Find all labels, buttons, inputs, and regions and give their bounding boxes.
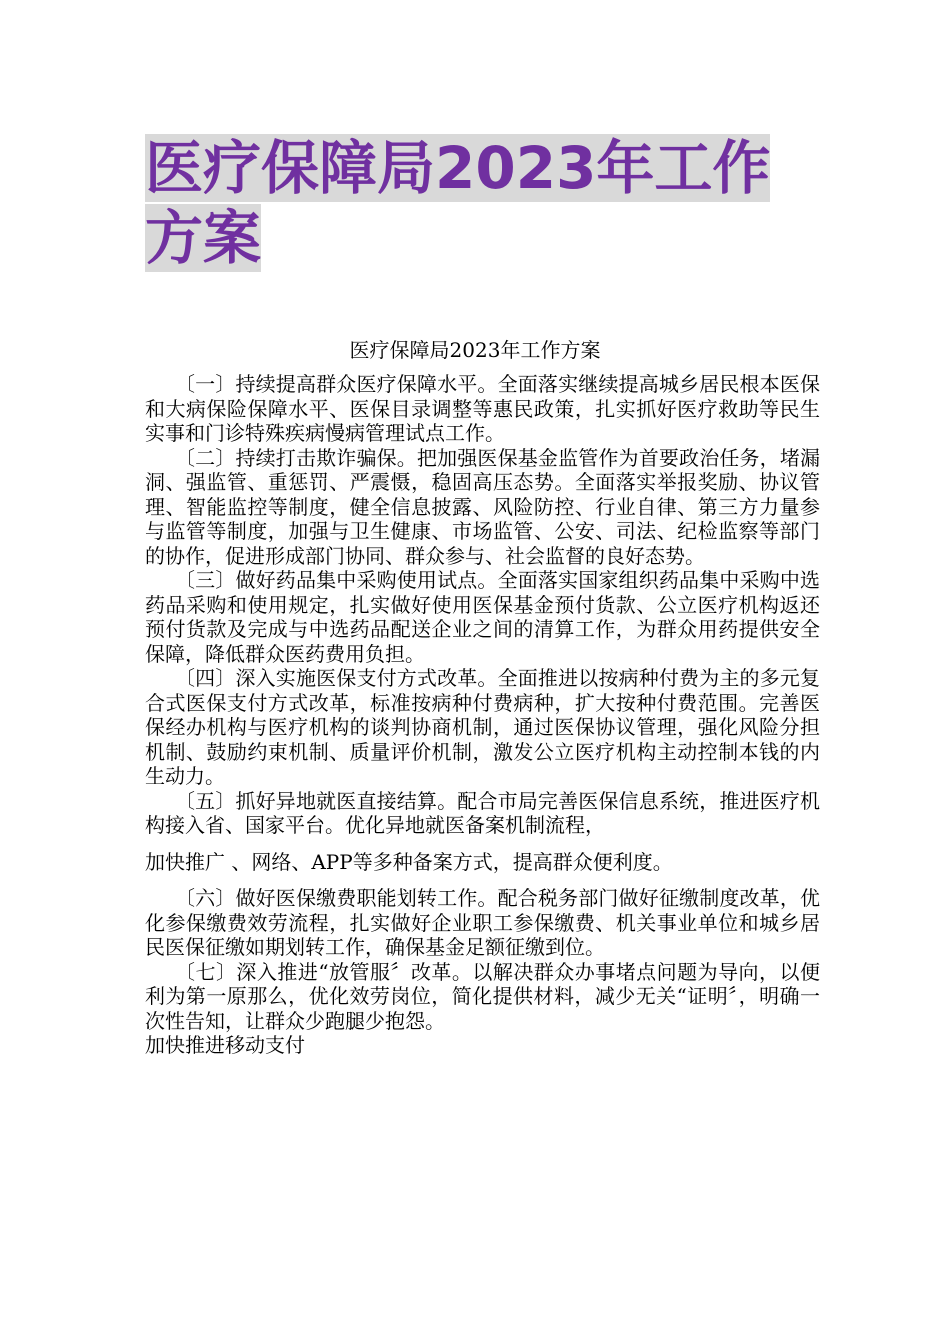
paragraph-1: 〔一〕持续提高群众医疗保障水平。全面落实继续提高城乡居民根本医保和大病保险保障水平、医保目录调整等惠民政策，扎实抓好医疗救助等民生实事和门诊特殊疾病慢病管理试点工作。 <box>145 372 820 445</box>
paragraph-6: 〔六〕做好医保缴费职能划转工作。配合税务部门做好征缴制度改革，优化参保缴费效劳流程，扎实做好企业职工参保缴费、机关事业单位和城乡居民医保征缴如期划转工作，确保基金足额征缴到位。 <box>145 886 820 959</box>
paragraph-7: 〔七〕深入推进“放管服〞改革。以解决群众办事堵点问题为导向，以便利为第一原那么，优化效劳岗位，简化提供材料，减少无关“证明〞，明确一次性告知，让群众少跑腿少抱怨。 <box>145 959 820 1033</box>
paragraph-7-continued: 加快推进移动支付 <box>145 1033 305 1057</box>
paragraph-5: 〔五〕抓好异地就医直接结算。配合市局完善医保信息系统，推进医疗机构接入省、国家平台。优化异地就医备案机制流程， <box>145 788 820 837</box>
paragraph-5-continued: 加快推广 、网络、APP等多种备案方式，提高群众便利度。 <box>145 849 673 874</box>
document-heading-text: 医疗保障局2023年工作方案 <box>145 134 771 272</box>
paragraph-4: 〔四〕深入实施医保支付方式改革。全面推进以按病种付费为主的多元复合式医保支付方式改革，标准按病种付费病种，扩大按种付费范围。完善医保经办机构与医疗机构的谈判协商机制，通过医保协议管理，强化风险分担机制、鼓励约束机制、质量评价机制，激发公立医疗机构主动控制本钱的内生动力。 <box>145 666 820 788</box>
document-body <box>145 372 820 1058</box>
paragraph-2: 〔二〕持续打击欺诈骗保。把加强医保基金监管作为首要政治任务，堵漏洞、强监管、重惩罚、严震慑，稳固高压态势。全面落实举报奖励、协议管理、智能监控等制度，健全信息披露、风险防控、行业自律、第三方力量参与监管等制度，加强与卫生健康、市场监管、公安、司法、纪检监察等部门的协作，促进形成部门协同、群众参与、社会监督的良好态势。 <box>145 445 820 568</box>
paragraph-3: 〔三〕做好药品集中采购使用试点。全面落实国家组织药品集中采购中选药品采购和使用规定，扎实做好使用医保基金预付货款、公立医疗机构返还预付货款及完成与中选药品配送企业之间的清算工作，为群众用药提供安全保障，降低群众医药费用负担。 <box>145 568 820 666</box>
document-subtitle: 医疗保障局2023年工作方案 <box>349 338 601 362</box>
document-heading <box>145 133 810 273</box>
